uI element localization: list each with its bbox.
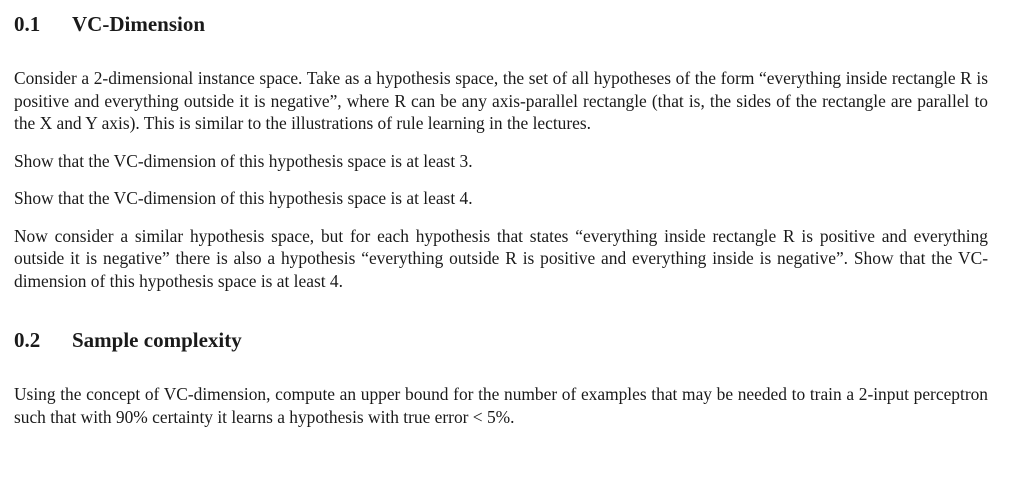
paragraph-task-vc-at-least-3: Show that the VC-dimension of this hypothesis space is at least 3.: [14, 150, 473, 171]
section-heading-sample-complexity: [14, 328, 988, 353]
paragraph-instance-space: Consider a 2-dimensional instance space. Take as a hypothesis space, the set of all hypotheses of the form “everything inside rectangle R is positive and everything outside it is negative”, where R can be any axis-parallel rectangle (that is, the sides of the rectangle are parallel to the X and Y axis). This is similar to the illustrations of rule learning in the lectures.: [14, 68, 988, 133]
section-heading-vc-dimension: [14, 12, 988, 37]
section-number: 0.2: [14, 328, 41, 352]
section-number: 0.1: [14, 12, 41, 36]
section-title: Sample complexity: [72, 328, 242, 352]
paragraph-task-vc-at-least-4: Show that the VC-dimension of this hypothesis space is at least 4.: [14, 188, 473, 208]
section-title: VC-Dimension: [72, 12, 206, 36]
paragraph-task-complement-hypotheses: Now consider a similar hypothesis space, but for each hypothesis that states “everything inside rectangle R is positive and everything outside it is negative” there is also a hypothesis “everything outside R is positive and everything inside is negative”. Show that the VC-dimension of this hypothesis space is at least 4.: [14, 225, 988, 291]
paragraph-sample-complexity-task: Using the concept of VC-dimension, compute an upper bound for the number of examples that may be needed to train a 2-input perceptron such that with 90% certainty it learns a hypothesis with true error < 5%.: [14, 384, 988, 427]
